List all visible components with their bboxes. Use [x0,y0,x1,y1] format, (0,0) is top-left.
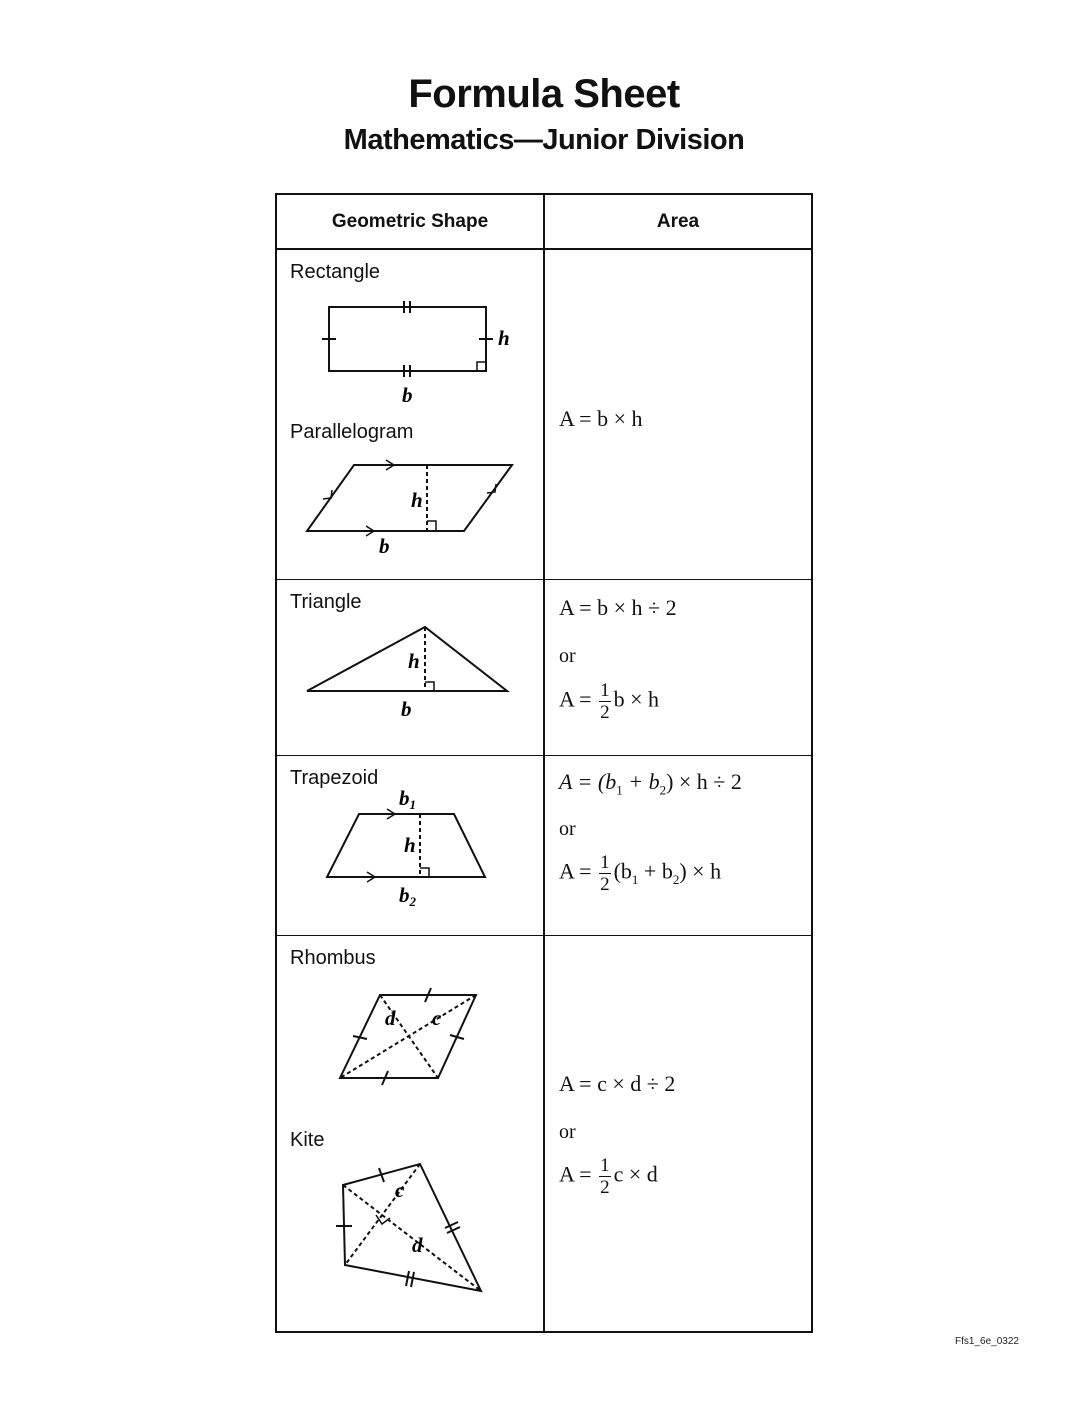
para-label-h: h [411,488,423,512]
shape-name-kite: Kite [290,1129,325,1151]
rectangle-diagram [300,290,530,410]
shape-name-triangle: Triangle [290,591,362,613]
kite-label-d: d [412,1233,423,1257]
column-header-shape: Geometric Shape [331,211,489,232]
para-label-b: b [379,534,390,558]
page-title: Formula Sheet [408,72,680,116]
rect-label-h: h [498,326,510,350]
trap-label-b1: b1 [399,786,416,812]
rect-label-b: b [402,383,413,407]
or-label: or [559,818,576,840]
formula-rhombus-kite-2: A = $\frac{1}{2}$ c × d [559,1155,658,1198]
shape-name-trapezoid: Trapezoid [290,767,379,789]
fraction-half: $\frac{1}{2}$ [600,852,610,895]
formula-rect-para: A = b × h [559,406,643,431]
fraction-half: $\frac{1}{2}$ [600,680,610,723]
triangle-diagram [300,620,530,730]
or-label: or [559,645,576,667]
rhombus-label-d: d [385,1006,396,1030]
or-label: or [559,1121,576,1143]
kite-label-c: c [395,1178,405,1202]
trap-label-b2: b2 [399,883,416,909]
shape-name-rectangle: Rectangle [290,261,381,283]
shape-name-parallelogram: Parallelogram [290,421,414,443]
formula-triangle-2: A = $\frac{1}{2}$ b × h [559,680,660,723]
parallelogram-diagram [300,455,530,565]
tri-label-b: b [401,697,412,721]
formula-trapezoid-2: A = $\frac{1}{2}$ $(b_1 + b_2) \times h$ [559,852,722,895]
column-divider [543,193,545,1333]
row-divider [275,935,813,936]
trap-label-h: h [404,833,416,857]
formula-rhombus-kite-1: A = c × d ÷ 2 [559,1071,676,1096]
column-header-area: Area [656,211,700,232]
rhombus-label-c: c [432,1006,442,1030]
page-subtitle: Mathematics—Junior Division [343,124,745,156]
row-divider [275,579,813,580]
tri-label-h: h [408,649,420,673]
fraction-half: $\frac{1}{2}$ [600,1155,610,1198]
formula-triangle-1: A = b × h ÷ 2 [559,595,677,620]
kite-diagram [300,1150,530,1310]
shape-name-rhombus: Rhombus [290,947,376,969]
header-divider [275,248,813,250]
row-divider [275,755,813,756]
rhombus-diagram [300,975,530,1105]
formula-trapezoid-1: $A = (b_1 + b_2) \times h \div 2$ [559,769,742,798]
trapezoid-diagram [300,780,530,910]
document-code: Ffs1_6e_0322 [955,1336,1019,1347]
